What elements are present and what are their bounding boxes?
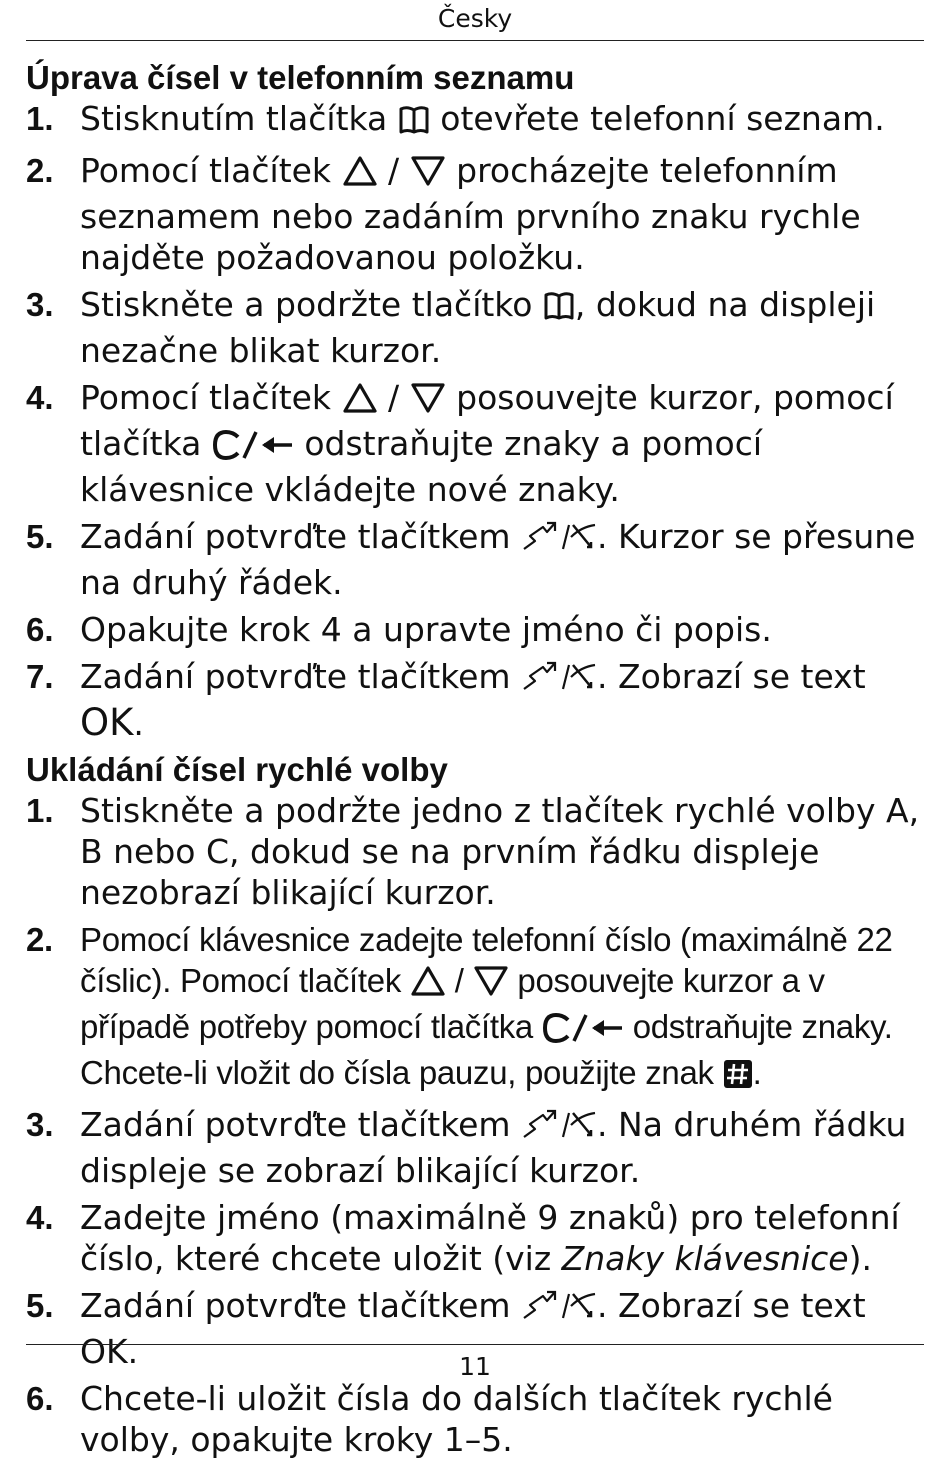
header-rule — [26, 40, 924, 41]
step-number: 3. — [26, 1106, 54, 1143]
down-arrow-icon — [410, 382, 446, 423]
step-number: 1. — [26, 792, 54, 829]
step-number: 2. — [26, 152, 54, 189]
list-item: 3. Zadání potvrďte tlačítkem . Na druhém řádku displeje se zobrazí blikající kurzor. — [26, 1105, 907, 1190]
call-confirm-icon — [521, 659, 597, 702]
phonebook-icon — [543, 289, 575, 330]
list-item: 4. Pomocí tlačítek / posouvejte kurzor, pomocí tlačítka odstraňujte znaky a pomocí klávesnice vkládejte nové znaky. — [26, 378, 894, 509]
list-item: 2. Pomocí tlačítek / procházejte telefonním seznamem nebo zadáním prvního znaku rychle najděte požadovanou položku. — [26, 151, 861, 277]
display-ok-text: OK — [80, 701, 134, 744]
clear-backspace-icon — [212, 428, 294, 469]
hash-key-icon — [723, 1057, 753, 1098]
list-item: 1. Stisknutím tlačítka otevřete telefonní seznam. — [26, 98, 926, 144]
page-content — [26, 58, 926, 1466]
page-number: 11 — [459, 1352, 491, 1381]
footer-rule — [26, 1344, 924, 1345]
list-item: 4. Zadejte jméno (maximálně 9 znaků) pro telefonní číslo, které chcete uložit (viz Znaky klávesnice). — [26, 1198, 900, 1278]
call-confirm-icon — [521, 519, 597, 562]
down-arrow-icon — [410, 155, 446, 196]
up-arrow-icon — [410, 965, 446, 1006]
page-header-language: Česky — [437, 4, 513, 33]
list-item: 1. Stiskněte a podržte jedno z tlačítek rychlé volby A, B nebo C, dokud se na prvním řádku displeje nezobrazí blikající kurzor. — [26, 791, 920, 912]
cross-reference: Znaky klávesnice — [561, 1239, 849, 1278]
list-item: 3. Stiskněte a podržte tlačítko , dokud na displeji nezačne blikat kurzor. — [26, 285, 876, 370]
section-title-edit-numbers: Úprava čísel v telefonním seznamu — [26, 59, 575, 96]
step-number: 4. — [26, 379, 54, 416]
section-title-speed-dial: Ukládání čísel rychlé volby — [26, 751, 448, 788]
clear-backspace-icon — [542, 1011, 624, 1052]
list-item: 5. Zadání potvrďte tlačítkem . Kurzor se přesune na druhý řádek. — [26, 517, 916, 602]
step-number: 1. — [26, 100, 54, 137]
step-number: 6. — [26, 1380, 54, 1417]
call-confirm-icon — [521, 1107, 597, 1150]
call-confirm-icon — [521, 1288, 597, 1331]
step-number: 5. — [26, 518, 54, 555]
list-item: 6. Chcete-li uložit čísla do dalších tlačítek rychlé volby, opakujte kroky 1–5. — [26, 1379, 833, 1459]
list-item: 6. Opakujte krok 4 a upravte jméno či popis. — [26, 610, 772, 649]
step-number: 3. — [26, 286, 54, 323]
up-arrow-icon — [342, 155, 378, 196]
step-number: 7. — [26, 658, 54, 695]
up-arrow-icon — [342, 382, 378, 423]
step-number: 4. — [26, 1199, 54, 1236]
step-number: 2. — [26, 921, 53, 958]
list-item: 2. Pomocí klávesnice zadejte telefonní číslo (maximálně 22 číslic). Pomocí tlačítek / posouvejte kurzor a v případě potřeby pomocí tlačítka odstraňujte znaky. Chcete-li vložit do čísla pauzu, použijte znak . — [26, 919, 926, 1098]
step-number: 5. — [26, 1287, 54, 1324]
list-item: 5. Zadání potvrďte tlačítkem . Zobrazí se text OK. — [26, 1286, 866, 1371]
edit-numbers-steps — [26, 98, 926, 744]
down-arrow-icon — [473, 965, 509, 1006]
step-number: 6. — [26, 611, 54, 648]
list-item: 7. Zadání potvrďte tlačítkem . Zobrazí se text OK. — [26, 657, 866, 744]
phonebook-icon — [398, 103, 430, 144]
